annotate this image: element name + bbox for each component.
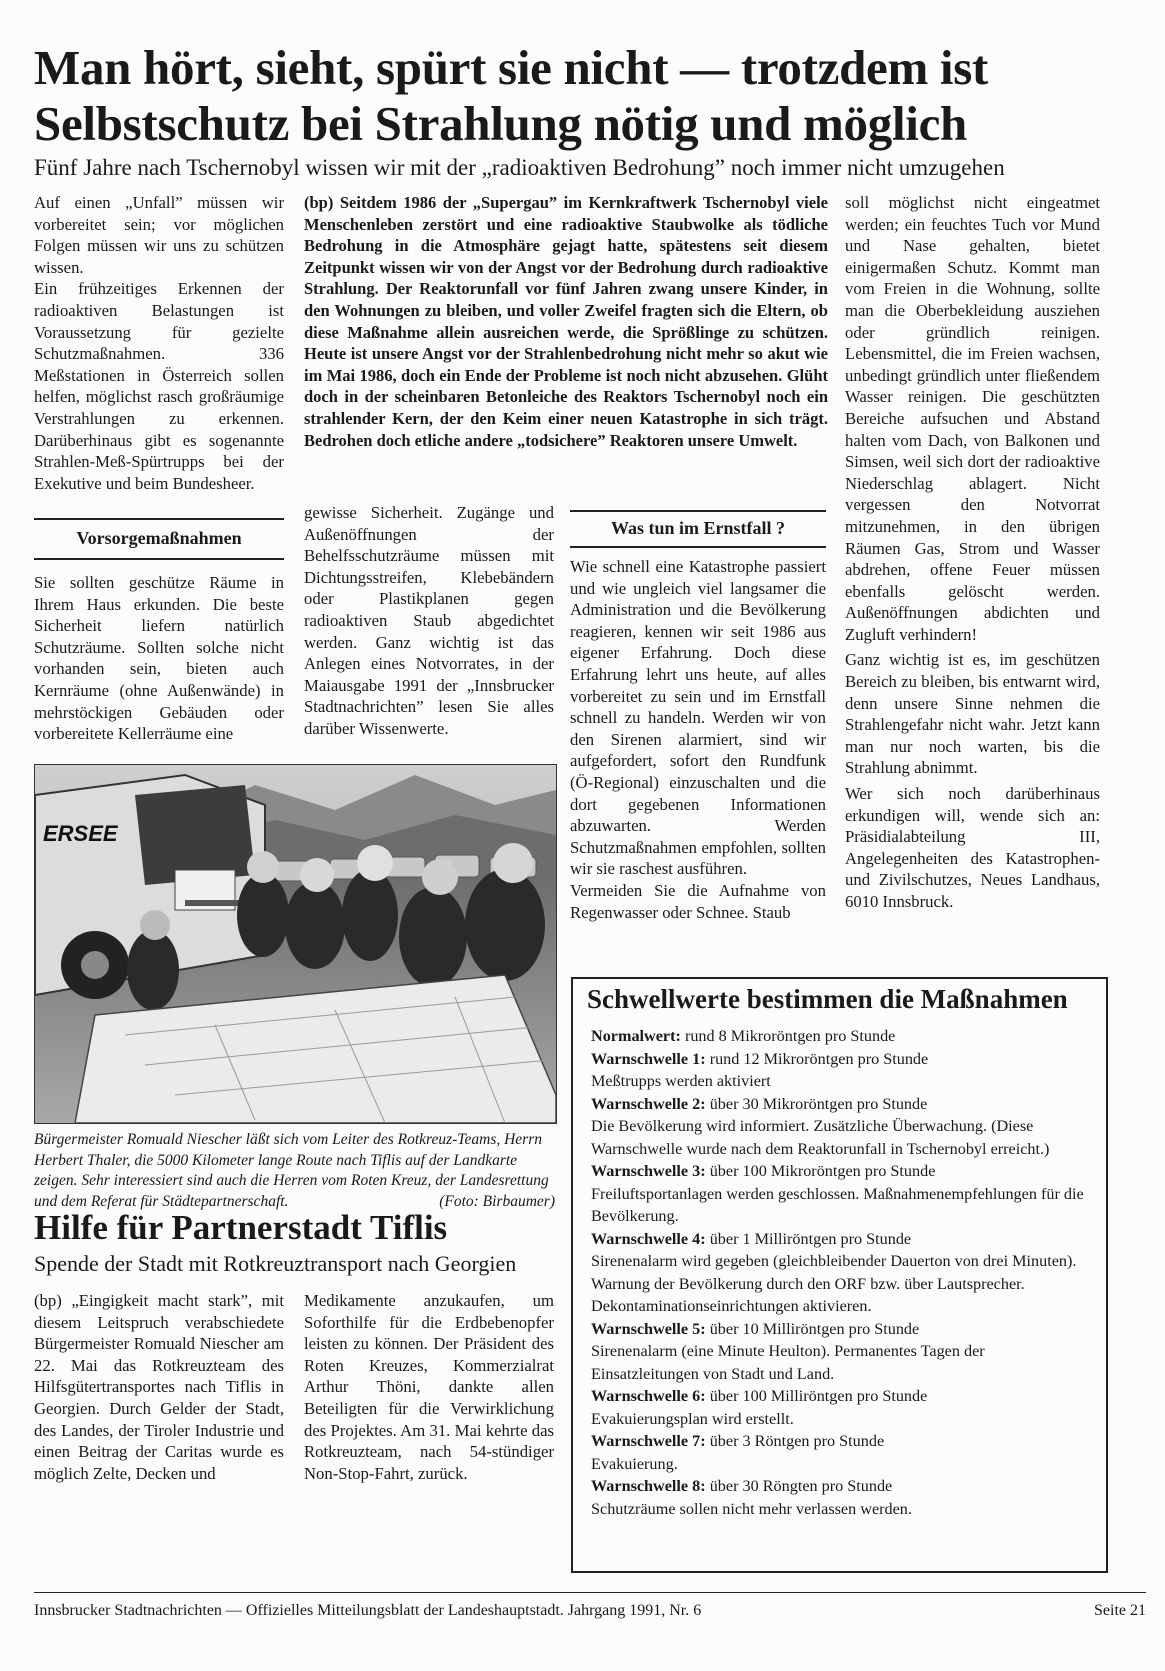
- threshold-note: Sirenenalarm wird gegeben (gleichbleibender Dauerton von drei Minuten). Warnung der Bevölkerung durch den ORF bzw. über Lautsprecher. Dekontaminationseinrichtungen aktivieren.: [591, 1252, 1077, 1315]
- threshold-value: über 3 Röntgen pro Stunde: [709, 1432, 885, 1450]
- threshold-value: rund 12 Mikroröntgen pro Stunde: [709, 1049, 929, 1068]
- threshold-note: Evakuierungsplan wird erstellt.: [591, 1409, 794, 1428]
- photo-caption-text: Bürgermeister Romuald Niescher läßt sich vom Leiter des Rotkreuz-Teams, Herrn Herbert Thaler, die 5000 Kilometer lange Route nach Tiflis auf der Landkarte zeigen. Sehr interessiert sind auch die Herren vom Roten Kreuz, der Landesrettung und dem Referat für Städtepartnerschaft.: [34, 1131, 549, 1210]
- threshold-value: über 10 Milliröntgen pro Stunde: [709, 1319, 920, 1338]
- threshold-row: [573, 1048, 1106, 1071]
- threshold-row: [573, 1025, 1106, 1048]
- column-4: [845, 192, 1100, 913]
- divider: [34, 518, 284, 520]
- footer-publication: Innsbrucker Stadtnachrichten — Offizielles Mitteilungsblatt der Landeshauptstadt. Jahrgang 1991, Nr. 6: [34, 1602, 702, 1619]
- column-4-paragraph-1: soll möglichst nicht eingeatmet werden; ein feuchtes Tuch vor Mund und Nase gehalten, bietet einigermaßen Schutz. Kommt man vom Freien in die Wohnung, sollte man die Oberbekleidung ausziehen oder gründlich reinigen. Lebensmittel, die im Freien wachsen, unbedingt gründlich unter fließendem Wasser reinigen. Die geschützten Bereiche aufsuchen und Abstand halten vom Dach, von Balkonen und Simsen, weil sich dort der radioaktive Niederschlag ablagert. Nicht vergessen den Notvorrat mitzunehmen, in den übrigen Räumen Gas, Strom und Wasser abdrehen, offene Feuer müssen ebenfalls gelöscht werden. Außenöffnungen abdichten und Zugluft verhindern!: [845, 193, 1100, 644]
- threshold-note: Meßtrupps werden aktiviert: [591, 1072, 771, 1090]
- threshold-label: Warnschwelle 7:: [591, 1432, 706, 1450]
- threshold-label: Warnschwelle 3:: [591, 1162, 706, 1180]
- threshold-label: Warnschwelle 5:: [591, 1319, 706, 1338]
- ernstfall-column: [570, 556, 826, 923]
- threshold-label: Warnschwelle 8:: [591, 1477, 706, 1495]
- thresholds-title: Schwellwerte bestimmen die Maßnahmen: [587, 984, 1068, 1014]
- column-4-paragraph-2: Ganz wichtig ist es, im geschützen Bereich zu bleiben, bis entwarnt wird, denn unsere Sinne nehmen die Strahlengefahr nicht wahr. Jetzt kann man nur noch warten, bis die Strahlung abnimmt.: [845, 650, 1100, 778]
- threshold-note: Evakuierung.: [591, 1454, 678, 1473]
- intro-paragraph-2: Ein frühzeitiges Erkennen der radioaktiven Belastungen ist Voraussetzung für gezielte Schutzmaßnahmen. 336 Meßstationen in Österreich sollen helfen, möglichst rasch großräumige Verstrahlungen zu erkennen. Darüberhinaus gibt es sogenannte Strahlen-Meß-Spürtrupps bei der Exekutive und beim Bundesheer.: [34, 279, 284, 493]
- photo-caption: [34, 1130, 555, 1212]
- article-2-column-2: Medikamente anzukaufen, um Soforthilfe für die Erdbebenopfer leisten zu können. Der Präsident des Roten Kreuzes, Kommerzialrat Arthur Thöni, dankte allen Beteiligten für die Verwirklichung des Projektes. Am 31. Mai kehrte das Rotkreuzteam, nach 54-stündiger Non-Stop-Fahrt, zurück.: [304, 1291, 554, 1483]
- ernstfall-paragraph-1: Wie schnell eine Katastrophe passiert und wie ungleich viel langsamer die Administration und die Bevölkerung reagieren, kennen wir seit 1986 aus eigener Erfahrung. Doch diese Erfahrung lehrt uns heute, auf alles vorbereitet zu sein und im Ernstfall schnell zu handeln. Werden wir von den Sirenen alarmiert, sind wir aufgefordert, sofort den Rundfunk (Ö-Regional) einzuschalten und die dort gegebenen Informationen abzuwarten. Werden Schutzmaßnahmen empfohlen, sollten wir sie raschest ausführen.: [570, 557, 826, 879]
- thresholds-box: [571, 977, 1108, 1573]
- threshold-note: Sirenenalarm (eine Minute Heulton). Permanentes Tagen der Einsatzleitungen von Stadt und Land.: [591, 1342, 985, 1383]
- lead-paragraph: (bp) Seitdem 1986 der „Supergau” im Kernkraftwerk Tschernobyl viele Menschenleben zerstört und eine radioaktive Staubwolke als tödliche Bedrohung in die Atmosphäre gejagt hatte, spätestens seit diesem Zeitpunkt wissen wir von der Angst vor der Bedrohung durch radioaktive Strahlung. Der Reaktorunfall vor fünf Jahren zwang unsere Kinder, in den Wohnungen zu bleiben, und voller Zweifel fragten sich die Eltern, ob diese Maßnahme allein ausreichen werde, die Sprößlinge zu schützen. Heute ist unsere Angst vor der Strahlenbedrohung nicht mehr so akut wie im Mai 1986, doch ein Ende der Probleme ist noch nicht abzusehen. Glüht doch in der scheinbaren Betonleiche des Reaktors Tschernobyl noch ein strahlender Kern, der den Keim einer neuen Katastrophe in sich trägt. Bedrohen doch etliche andere „todsichere” Reaktoren unsere Umwelt.: [304, 193, 828, 450]
- photo-credit: (Foto: Birbaumer): [439, 1192, 555, 1210]
- divider: [570, 546, 826, 548]
- photo-illustration: [35, 765, 556, 1123]
- threshold-note: Schutzräume sollen nicht mehr verlassen werden.: [591, 1499, 912, 1518]
- news-photo: [34, 764, 557, 1124]
- vorsorge-paragraph: Sie sollten geschütze Räume in Ihrem Haus erkunden. Die beste Sicherheit liefern natürlich Schutzräume. Sollten solche nicht vorhanden sein, bieten auch Kernräume (ohne Außenwände) in mehrstöckigen Gebäuden oder vorbereitete Kellerräume eine: [34, 573, 284, 744]
- headline: Man hört, sieht, spürt sie nicht — trotzdem ist Selbstschutz bei Strahlung nötig und möglich: [34, 40, 989, 151]
- page-number: Seite 21: [1094, 1602, 1146, 1619]
- column-4-paragraph-3: Wer sich noch darüberhinaus erkundigen will, wende sich an: Präsidialabteilung III, Angelegenheiten des Katastrophen- und Zivilschutzes, Neues Landhaus, 6010 Innsbruck.: [845, 784, 1100, 911]
- threshold-value: über 100 Mikroröntgen pro Stunde: [709, 1162, 936, 1180]
- threshold-value: rund 8 Mikroröntgen pro Stunde: [684, 1027, 896, 1045]
- section-title-ernstfall: Was tun im Ernstfall ?: [610, 518, 786, 538]
- thresholds-list: [573, 1025, 1106, 1520]
- intro-column: [34, 192, 284, 494]
- threshold-label: Warnschwelle 1:: [591, 1049, 706, 1068]
- truck-sign: ERSEE: [43, 821, 118, 846]
- threshold-row: [573, 1093, 1106, 1116]
- threshold-label: Normalwert:: [591, 1027, 681, 1045]
- threshold-value: über 30 Mikroröntgen pro Stunde: [709, 1094, 928, 1113]
- footer-rule: [34, 1592, 1146, 1593]
- threshold-value: über 1 Milliröntgen pro Stunde: [709, 1229, 912, 1248]
- footer: [34, 1602, 1146, 1620]
- threshold-label: Warnschwelle 2:: [591, 1094, 706, 1113]
- threshold-label: Warnschwelle 4:: [591, 1229, 706, 1248]
- threshold-row: [573, 1475, 1106, 1498]
- divider: [570, 510, 826, 512]
- threshold-note: Die Bevölkerung wird informiert. Zusätzliche Überwachung. (Diese Warnschwelle wurde nach dem Reaktorunfall in Tschernobyl erreicht.): [591, 1117, 1050, 1158]
- threshold-value: über 30 Röngten pro Stunde: [709, 1477, 893, 1495]
- threshold-value: über 100 Milliröntgen pro Stunde: [709, 1387, 928, 1405]
- threshold-label: Warnschwelle 6:: [591, 1387, 706, 1405]
- headline-subtitle: Fünf Jahre nach Tschernobyl wissen wir mit der „radioaktiven Bedrohung” noch immer nicht umzugehen: [34, 155, 1005, 180]
- threshold-row: [573, 1385, 1106, 1408]
- threshold-note: Freiluftsportanlagen werden geschlossen. Maßnahmenempfehlungen für die Bevölkerung.: [591, 1184, 1084, 1225]
- ernstfall-paragraph-2: Vermeiden Sie die Aufnahme von Regenwasser oder Schnee. Staub: [570, 880, 826, 922]
- column-2-text: gewisse Sicherheit. Zugänge und Außenöffnungen der Behelfsschutzräume müssen mit Dichtungsstreifen, Klebebändern oder Plastikplanen gegen radioaktiven Staub abgedichtet werden. Ganz wichtig ist das Anlegen eines Notvorrates, in der Maiausgabe 1991 der „Innsbrucker Stadtnachrichten” lesen Sie alles darüber Wissenwerte.: [304, 503, 554, 738]
- article-2-title: Hilfe für Partnerstadt Tiflis: [34, 1208, 448, 1247]
- threshold-row: [573, 1318, 1106, 1341]
- intro-paragraph-1: Auf einen „Unfall” müssen wir vorbereitet sein; vor möglichen Folgen müssen wir uns zu schützen wissen.: [34, 193, 284, 277]
- threshold-row: [573, 1430, 1106, 1453]
- threshold-row: [573, 1160, 1106, 1183]
- article-2-subtitle: Spende der Stadt mit Rotkreuztransport nach Georgien: [34, 1251, 517, 1276]
- divider: [34, 558, 284, 560]
- article-2-column-1: (bp) „Eingigkeit macht stark”, mit diesem Leitspruch verabschiedete Bürgermeister Romuald Niescher am 22. Mai das Rotkreuzteam des Hilfsgütertransportes nach Tiflis in Georgien. Durch Gelder der Stadt, des Landes, der Tiroler Industrie und einen Beitrag der Caritas wurde es möglich Zelte, Decken und: [34, 1291, 284, 1483]
- section-title-vorsorge: Vorsorgemaßnahmen: [76, 528, 242, 548]
- threshold-row: [573, 1228, 1106, 1251]
